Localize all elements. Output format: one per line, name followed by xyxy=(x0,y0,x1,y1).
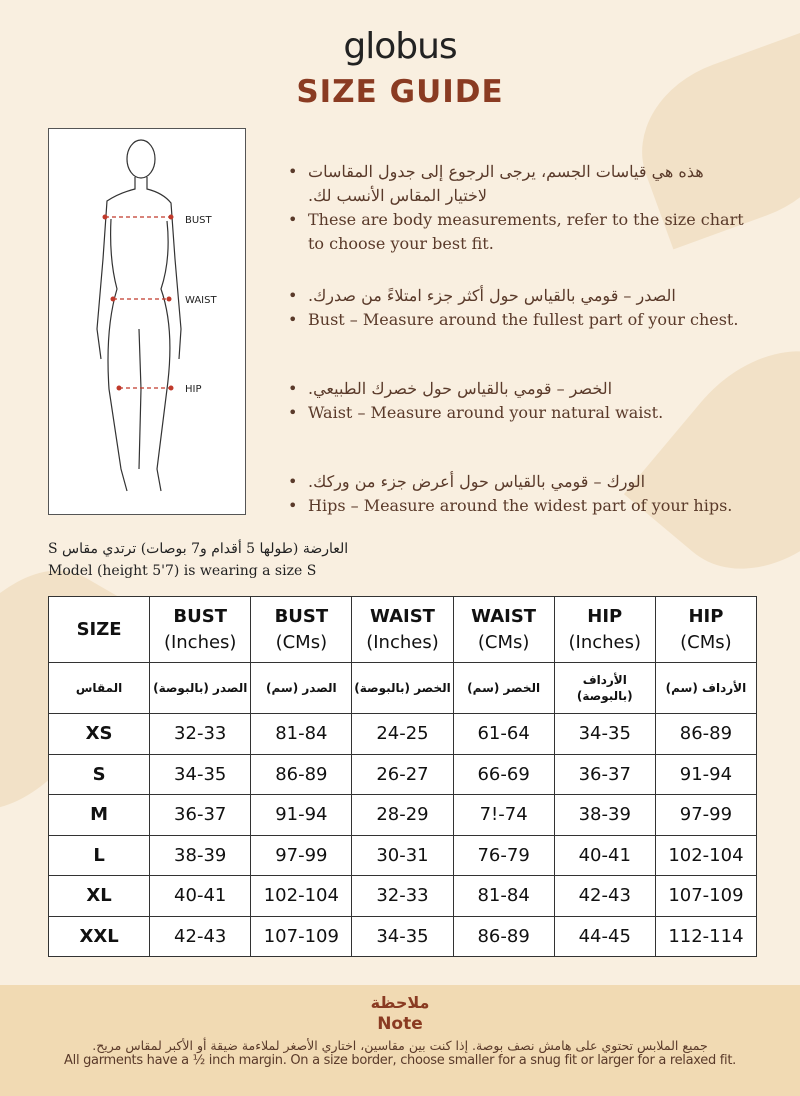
header-title: HIP xyxy=(688,605,724,627)
column-header xyxy=(49,597,150,663)
bullet-ar: • هذه هي قياسات الجسم، يرجى الرجوع إلى جدول المقاسات لاختيار المقاس الأنسب لك. xyxy=(288,160,748,208)
header-unit: (CMs) xyxy=(680,631,732,653)
table-cell: 40-41 xyxy=(150,876,251,917)
table-cell: M xyxy=(49,795,150,836)
table-cell: 32-33 xyxy=(150,714,251,755)
column-header xyxy=(251,597,352,663)
bullet-ar: • الورك – قومي بالقياس حول أعرض جزء من وركك. xyxy=(288,470,748,494)
table-cell: 24-25 xyxy=(352,714,453,755)
table-cell: S xyxy=(49,754,150,795)
table-cell: 81-84 xyxy=(251,714,352,755)
table-cell: 102-104 xyxy=(251,876,352,917)
table-cell: 34-35 xyxy=(554,714,655,755)
table-cell: 97-99 xyxy=(655,795,756,836)
table-cell: 38-39 xyxy=(554,795,655,836)
table-cell: 36-37 xyxy=(554,754,655,795)
table-cell: 7!-74 xyxy=(453,795,554,836)
brand-logo: globus xyxy=(343,26,457,67)
model-info xyxy=(48,538,348,582)
header-unit: (Inches) xyxy=(366,631,439,653)
table-cell: 34-35 xyxy=(150,754,251,795)
table-cell: 66-69 xyxy=(453,754,554,795)
table-cell: 36-37 xyxy=(150,795,251,836)
table-header-row xyxy=(49,597,757,663)
model-info-en: Model (height 5'7) is wearing a size S xyxy=(48,563,317,579)
table-cell: 112-114 xyxy=(655,916,756,957)
table-cell: 38-39 xyxy=(150,835,251,876)
table-cell: 91-94 xyxy=(251,795,352,836)
note-text-ar: جميع الملابس تحتوي على هامش نصف بوصة. إذا كنت بين مقاسين، اختاري الأصغر لملاءمة ضيقة أو الأكبر لمقاس مريح. xyxy=(92,1038,708,1053)
header-unit: (CMs) xyxy=(477,631,530,653)
bullet-ar: • الصدر – قومي بالقياس حول أكثر جزء امتلاءً من صدرك. xyxy=(288,284,748,308)
table-cell: 26-27 xyxy=(352,754,453,795)
size-chart-table xyxy=(48,596,757,957)
header-unit: (Inches) xyxy=(568,631,642,653)
body-measurement-figure xyxy=(48,128,246,515)
table-cell: 102-104 xyxy=(655,835,756,876)
header-title: WAIST xyxy=(370,605,435,627)
table-cell: XXL xyxy=(49,916,150,957)
table-cell: XL xyxy=(49,876,150,917)
column-header-ar: الخصر (سم) xyxy=(453,663,554,714)
table-row xyxy=(49,876,757,917)
header-title: WAIST xyxy=(471,605,537,627)
note-title-ar: ملاحظة xyxy=(370,993,430,1012)
header-title: BUST xyxy=(173,605,227,627)
table-cell: 42-43 xyxy=(554,876,655,917)
table-cell: 32-33 xyxy=(352,876,453,917)
table-row xyxy=(49,916,757,957)
table-cell: 107-109 xyxy=(251,916,352,957)
table-row xyxy=(49,795,757,836)
column-header-ar: المقاس xyxy=(49,663,150,714)
header-title: HIP xyxy=(587,605,623,627)
table-cell: 97-99 xyxy=(251,835,352,876)
table-row xyxy=(49,835,757,876)
bullet-en: • Waist – Measure around your natural waist. xyxy=(288,401,748,425)
column-header xyxy=(453,597,554,663)
header-title: BUST xyxy=(274,605,329,627)
column-header-ar: الأرداف (بالبوصة) xyxy=(554,663,655,714)
bullet-ar: • الخصر – قومي بالقياس حول خصرك الطبيعي. xyxy=(288,377,748,401)
note-text-en: All garments have a ½ inch margin. On a size border, choose smaller for a snug fit or larger for a relaxed fit. xyxy=(64,1053,736,1068)
bullet-en: • These are body measurements, refer to the size chart to choose your best fit. xyxy=(288,208,748,256)
table-cell: 40-41 xyxy=(554,835,655,876)
table-row xyxy=(49,754,757,795)
table-cell: 28-29 xyxy=(352,795,453,836)
column-header xyxy=(554,597,655,663)
column-header-ar: الأرداف (سم) xyxy=(655,663,756,714)
table-cell: 30-31 xyxy=(352,835,453,876)
model-info-ar: العارضة (طولها 5 أقدام و7 بوصات) ترتدي مقاس S xyxy=(48,541,349,557)
bust-label: BUST xyxy=(185,215,212,226)
table-cell: 86-89 xyxy=(453,916,554,957)
table-cell: 86-89 xyxy=(251,754,352,795)
note-section xyxy=(0,985,800,1096)
bullet-en: • Hips – Measure around the widest part of your hips. xyxy=(288,494,748,518)
hip-label: HIP xyxy=(185,384,202,395)
table-cell: 61-64 xyxy=(453,714,554,755)
table-cell: 44-45 xyxy=(554,916,655,957)
woman-outline-icon xyxy=(49,129,247,516)
note-title-en: Note xyxy=(377,1014,423,1034)
table-header-ar-row xyxy=(49,663,757,714)
measurement-instructions xyxy=(288,160,748,546)
table-cell: 76-79 xyxy=(453,835,554,876)
page-title: SIZE GUIDE xyxy=(296,74,504,110)
table-cell: L xyxy=(49,835,150,876)
table-cell: 81-84 xyxy=(453,876,554,917)
table-cell: 91-94 xyxy=(655,754,756,795)
header-title: SIZE xyxy=(76,618,122,640)
column-header-ar: الصدر (بالبوصة) xyxy=(150,663,251,714)
column-header xyxy=(352,597,453,663)
waist-label: WAIST xyxy=(185,295,217,306)
table-cell: 86-89 xyxy=(655,714,756,755)
table-cell: 107-109 xyxy=(655,876,756,917)
bullet-en: • Bust – Measure around the fullest part of your chest. xyxy=(288,308,748,332)
header-unit: (Inches) xyxy=(163,631,237,653)
table-cell: 34-35 xyxy=(352,916,453,957)
column-header-ar: الصدر (سم) xyxy=(251,663,352,714)
table-cell: XS xyxy=(49,714,150,755)
table-row xyxy=(49,714,757,755)
table-cell: 42-43 xyxy=(150,916,251,957)
column-header xyxy=(655,597,756,663)
column-header-ar: الخصر (بالبوصة) xyxy=(352,663,453,714)
column-header xyxy=(150,597,251,663)
header-unit: (CMs) xyxy=(275,631,328,653)
